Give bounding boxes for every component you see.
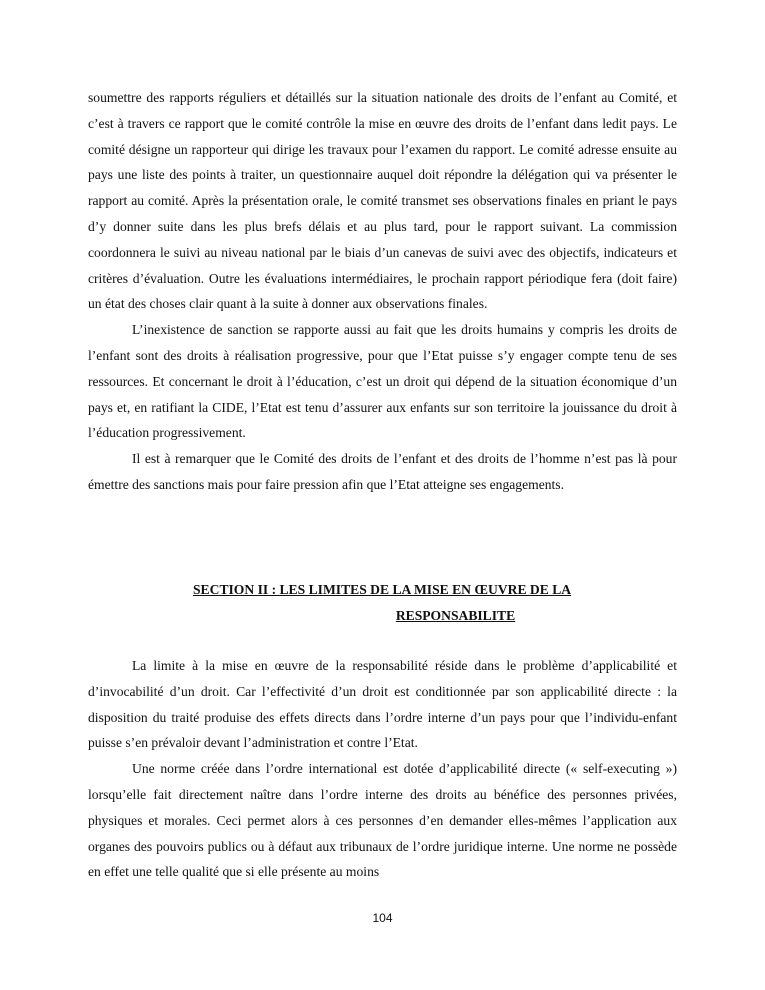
section-heading-line-2: RESPONSABILITE	[395, 607, 516, 623]
section-heading-line-1: SECTION II : LES LIMITES DE LA MISE EN ŒUVRE DE LA	[193, 582, 572, 597]
paragraph: Une norme créée dans l’ordre international est dotée d’applicabilité directe (« self-executing ») lorsqu’elle fait directement naître dans l’ordre interne des droits au bénéfice des personnes privées, physiques et morales. Ceci permet alors à ces personnes d’en demander elles-mêmes l’application aux organes des pouvoirs publics ou à défaut aux tribunaux de l’ordre juridique interne. Une norme ne possède en effet une telle qualité que si elle présente au moins	[88, 761, 677, 880]
page-number: 104	[372, 911, 393, 925]
paragraph: Il est à remarquer que le Comité des droits de l’enfant et des droits de l’homme n’est pas là pour émettre des sanctions mais pour faire pression afin que l’Etat atteigne ses engagements.	[88, 451, 677, 492]
paragraph: La limite à la mise en œuvre de la responsabilité réside dans le problème d’applicabilité et d’invocabilité d’un droit. Car l’effectivité d’un droit est conditionnée par son applicabilité directe : la disposition du traité produise des effets directs dans l’ordre interne d’un pays pour que l’individu-enfant puisse s’en prévaloir devant l’administration et contre l’Etat.	[88, 658, 677, 751]
section-heading	[88, 577, 677, 629]
body-text-top	[88, 85, 677, 498]
body-text-bottom	[88, 653, 677, 885]
paragraph: L’inexistence de sanction se rapporte aussi au fait que les droits humains y compris les droits de l’enfant sont des droits à réalisation progressive, pour que l’Etat puisse s’y engager compte tenu de ses ressources. Et concernant le droit à l’éducation, c’est un droit qui dépend de la situation économique d’un pays et, en ratifiant la CIDE, l’Etat est tenu d’assurer aux enfants sur son territoire la jouissance du droit à l’éducation progressivement.	[88, 322, 677, 441]
paragraph: soumettre des rapports réguliers et détaillés sur la situation nationale des droits de l’enfant au Comité, et c’est à travers ce rapport que le comité contrôle la mise en œuvre des droits de l’enfant dans ledit pays. Le comité désigne un rapporteur qui dirige les travaux pour l’examen du rapport. Le comité adresse ensuite au pays une liste des points à traiter, un questionnaire auquel doit répondre la délégation qui va présenter le rapport au comité. Après la présentation orale, le comité transmet ses observations finales en priant le pays d’y donner suite dans les plus brefs délais et au plus tard, pour le rapport suivant. La commission coordonnera le suivi au niveau national par le biais d’un canevas de suivi avec des objectifs, indicateurs et critères d’évaluation. Outre les évaluations intermédiaires, le prochain rapport périodique fera (doit faire) un état des choses clair quant à la suite à donner aux observations finales.	[88, 90, 677, 312]
